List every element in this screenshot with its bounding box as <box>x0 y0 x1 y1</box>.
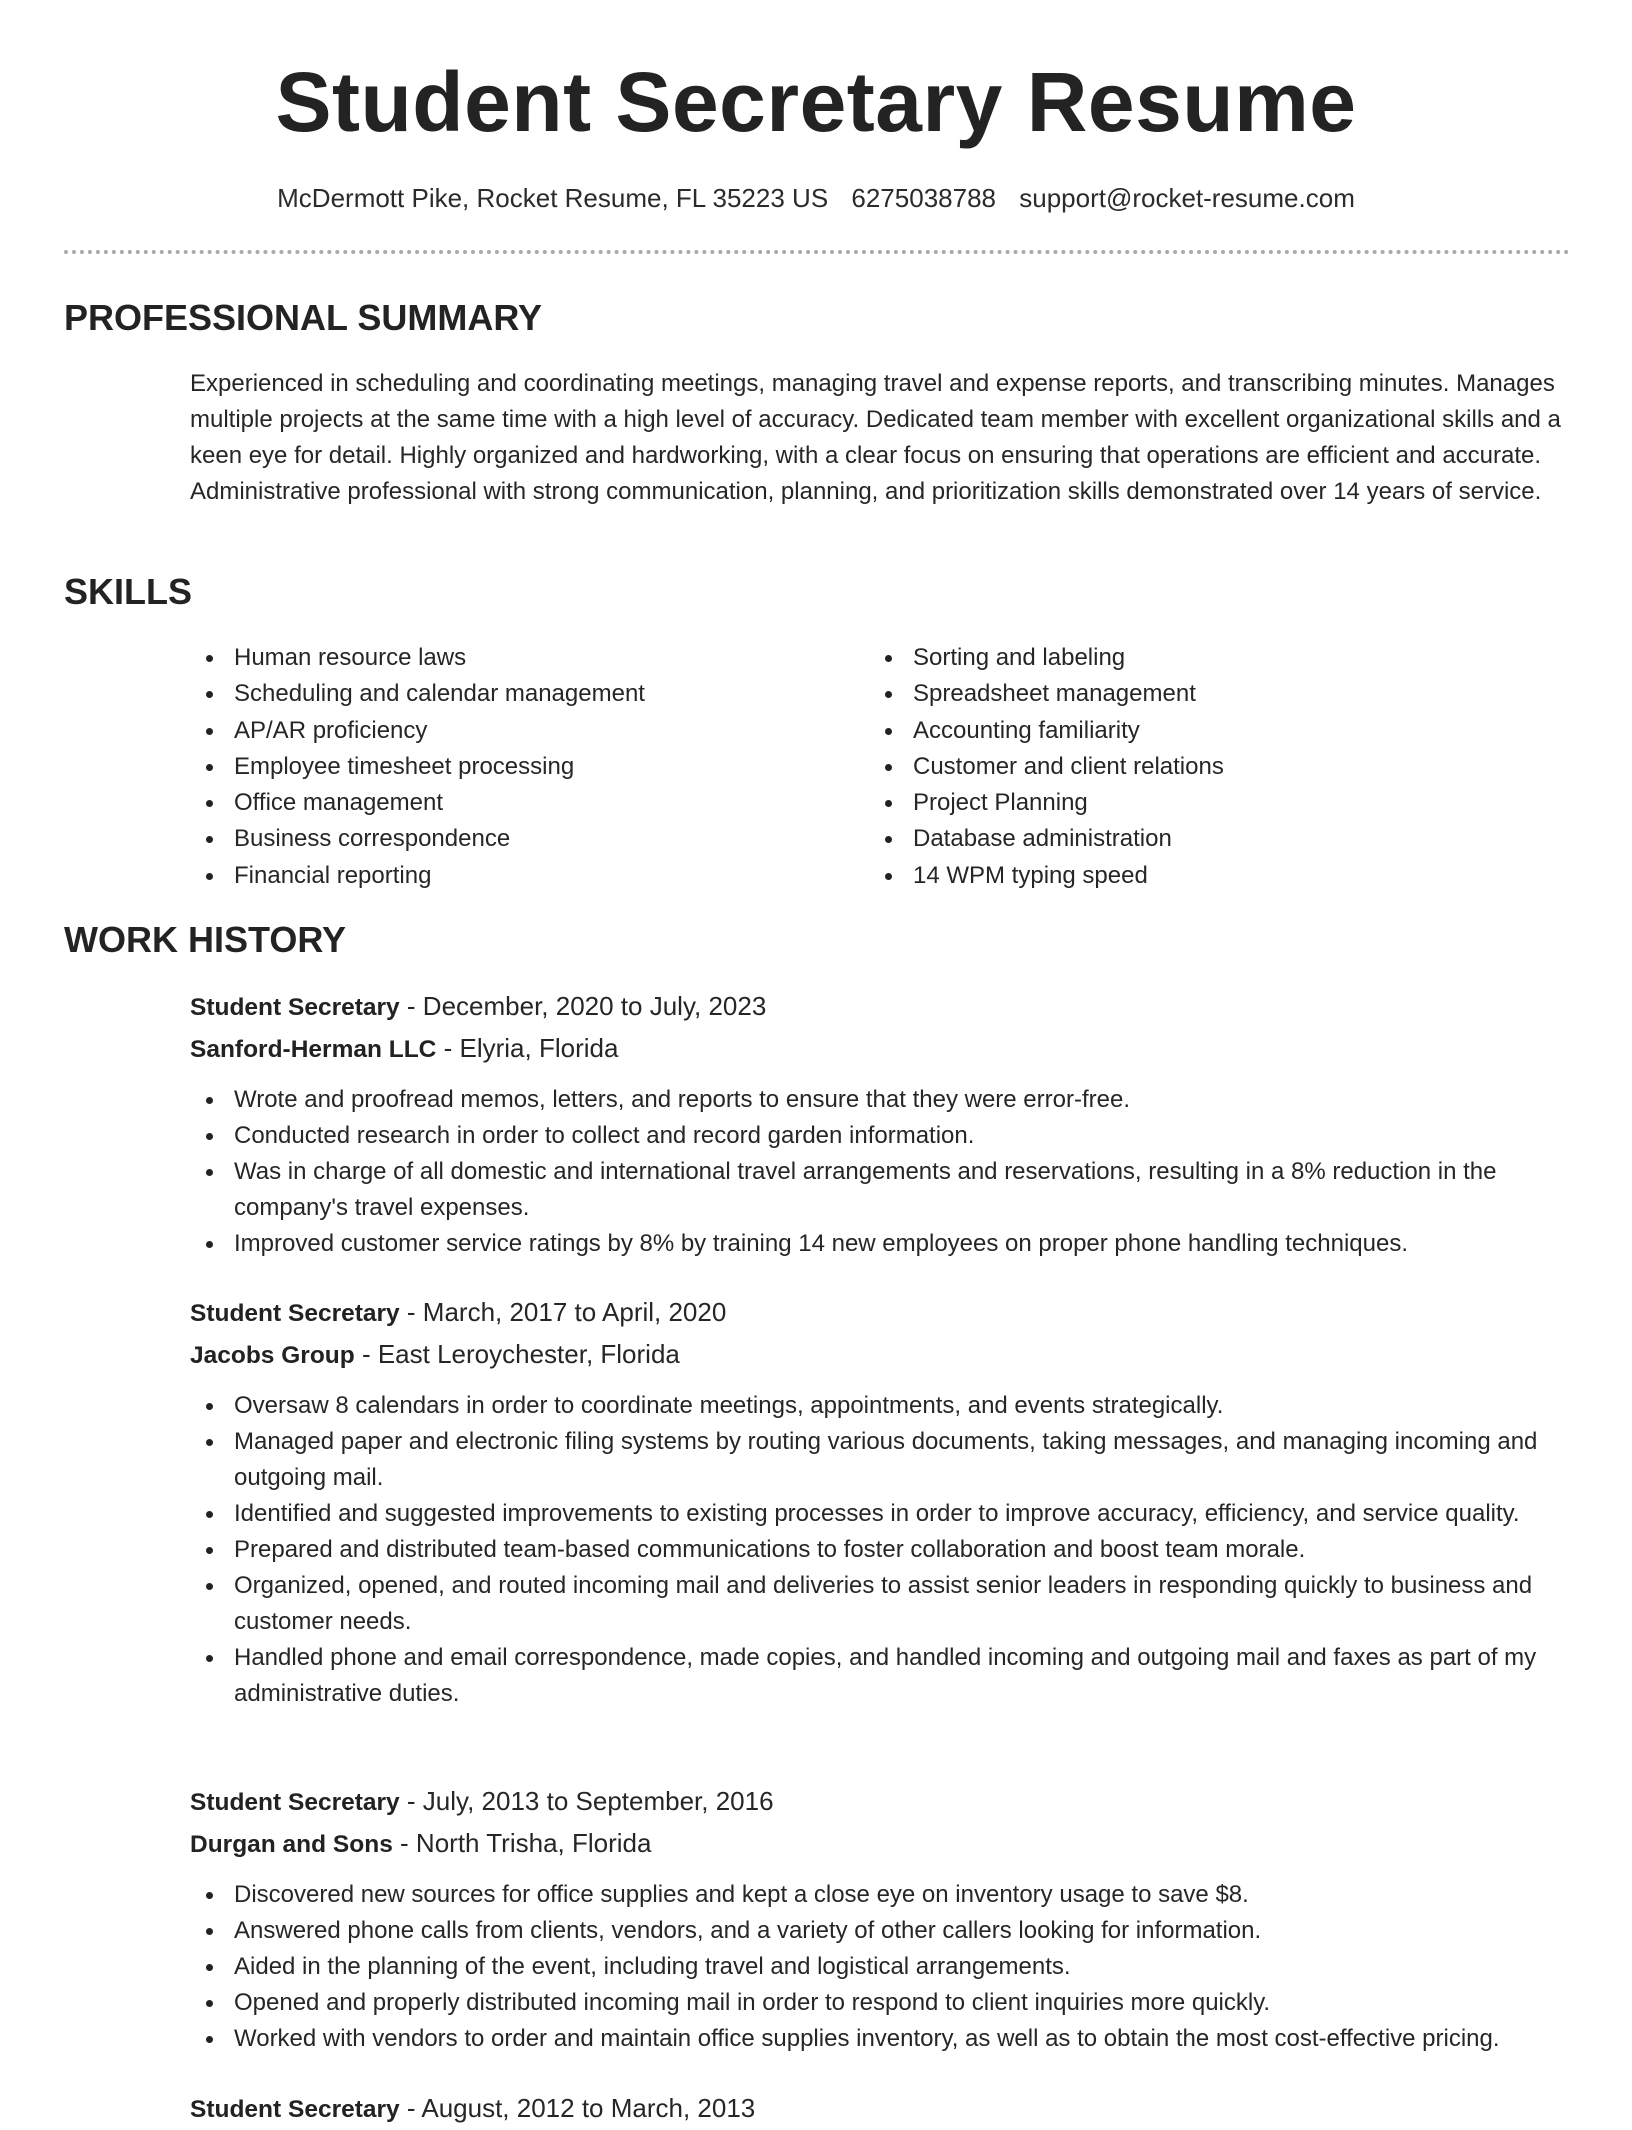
job-bullet: Answered phone calls from clients, vendors, and a variety of other callers looking for information. <box>190 1913 1604 1949</box>
skill-item: Office management <box>190 785 850 821</box>
job-title-line <box>190 2088 1590 2130</box>
section-heading-skills: SKILLS <box>64 571 193 612</box>
job-bullets <box>0 1082 1590 1262</box>
job-bullet: Managed paper and electronic filing systems by routing various documents, taking messages, and managing incoming and outgoing mail. <box>190 1424 1604 1496</box>
job-bullet: Handled phone and email correspondence, made copies, and handled incoming and outgoing mail and faxes as part of my administrative duties. <box>190 1640 1604 1712</box>
skill-item: Employee timesheet processing <box>190 749 850 785</box>
skill-item: Spreadsheet management <box>869 676 1529 712</box>
job-company: Jacobs Group <box>190 1342 355 1369</box>
job-company-line <box>190 1028 1590 1070</box>
job-bullet: Identified and suggested improvements to existing processes in order to improve accuracy, efficiency, and service quality. <box>190 1496 1604 1532</box>
job-company: Sanford-Herman LLC <box>190 1036 437 1063</box>
section-heading-summary: PROFESSIONAL SUMMARY <box>64 297 543 338</box>
header-divider <box>64 250 1570 254</box>
skill-item: Human resource laws <box>190 640 850 676</box>
skill-item: 14 WPM typing speed <box>869 858 1529 894</box>
job-title: Student Secretary <box>190 2096 400 2123</box>
job-dates: - December, 2020 to July, 2023 <box>399 991 767 1021</box>
contact-email: support@rocket-resume.com <box>1019 183 1355 213</box>
job-bullet: Wrote and proofread memos, letters, and reports to ensure that they were error-free. <box>190 1082 1604 1118</box>
job-bullet: Oversaw 8 calendars in order to coordinate meetings, appointments, and events strategically. <box>190 1388 1604 1424</box>
job-bullet: Prepared and distributed team-based communications to foster collaboration and boost team morale. <box>190 1532 1604 1568</box>
summary-paragraph: Experienced in scheduling and coordinating meetings, managing travel and expense reports, and transcribing minutes. Manages multiple projects at the same time with a high level of accuracy. Dedicated team member with excellent organizational skills and a keen eye for detail. Highly organized and hardworking, with a clear focus on ensuring that operations are efficient and accurate. Administrative professional with strong communication, planning, and prioritization skills demonstrated over 14 years of service. <box>190 370 1561 505</box>
job-bullet: Was in charge of all domestic and international travel arrangements and reservations, resulting in a 8% reduction in the company's travel expenses. <box>190 1154 1604 1226</box>
job-company-line <box>190 1334 1590 1376</box>
job-location: - Elyria, Florida <box>436 1033 619 1063</box>
resume-title: Student Secretary Resume <box>275 55 1357 149</box>
job-dates: - August, 2012 to March, 2013 <box>399 2093 756 2123</box>
skill-item: Project Planning <box>869 785 1529 821</box>
skill-item: Accounting familiarity <box>869 713 1529 749</box>
job-bullet: Organized, opened, and routed incoming mail and deliveries to assist senior leaders in responding quickly to business and customer needs. <box>190 1568 1604 1640</box>
job-dates: - March, 2017 to April, 2020 <box>399 1297 727 1327</box>
skill-item: Database administration <box>869 821 1529 857</box>
job-entry <box>190 2088 1590 2130</box>
job-bullet: Opened and properly distributed incoming mail in order to respond to client inquiries more quickly. <box>190 1985 1604 2021</box>
job-bullet: Worked with vendors to order and maintain office supplies inventory, as well as to obtain the most cost-effective pricing. <box>190 2021 1604 2057</box>
skill-item: Financial reporting <box>190 858 850 894</box>
skill-item: Business correspondence <box>190 821 850 857</box>
skill-item: Scheduling and calendar management <box>190 676 850 712</box>
job-company: Durgan and Sons <box>190 1831 393 1858</box>
job-company-line <box>190 1823 1590 1865</box>
contact-phone: 6275038788 <box>851 183 996 213</box>
job-location: - North Trisha, Florida <box>392 1828 652 1858</box>
job-bullet: Improved customer service ratings by 8% by training 14 new employees on proper phone handling techniques. <box>190 1226 1604 1262</box>
skill-item: Customer and client relations <box>869 749 1529 785</box>
job-entry <box>190 1292 1590 1712</box>
job-location: - East Leroychester, Florida <box>354 1339 680 1369</box>
job-bullet: Discovered new sources for office supplies and kept a close eye on inventory usage to save $8. <box>190 1877 1604 1913</box>
job-bullet: Conducted research in order to collect and record garden information. <box>190 1118 1604 1154</box>
job-title: Student Secretary <box>190 994 400 1021</box>
skill-item: AP/AR proficiency <box>190 713 850 749</box>
job-entry <box>190 1781 1590 2057</box>
skills-list-left <box>190 640 850 894</box>
skills-list-right <box>869 640 1529 894</box>
job-dates: - July, 2013 to September, 2016 <box>399 1786 774 1816</box>
job-title-line <box>190 1292 1590 1334</box>
job-entry <box>190 986 1590 1262</box>
job-title: Student Secretary <box>190 1300 400 1327</box>
job-title-line <box>190 1781 1590 1823</box>
job-bullets <box>0 1388 1590 1712</box>
job-bullet: Aided in the planning of the event, including travel and logistical arrangements. <box>190 1949 1604 1985</box>
section-heading-work: WORK HISTORY <box>64 919 347 960</box>
contact-address: McDermott Pike, Rocket Resume, FL 35223 US <box>277 183 829 213</box>
job-bullets <box>0 1877 1590 2057</box>
job-title: Student Secretary <box>190 1789 400 1816</box>
job-title-line <box>190 986 1590 1028</box>
skill-item: Sorting and labeling <box>869 640 1529 676</box>
contact-line <box>0 181 1632 215</box>
